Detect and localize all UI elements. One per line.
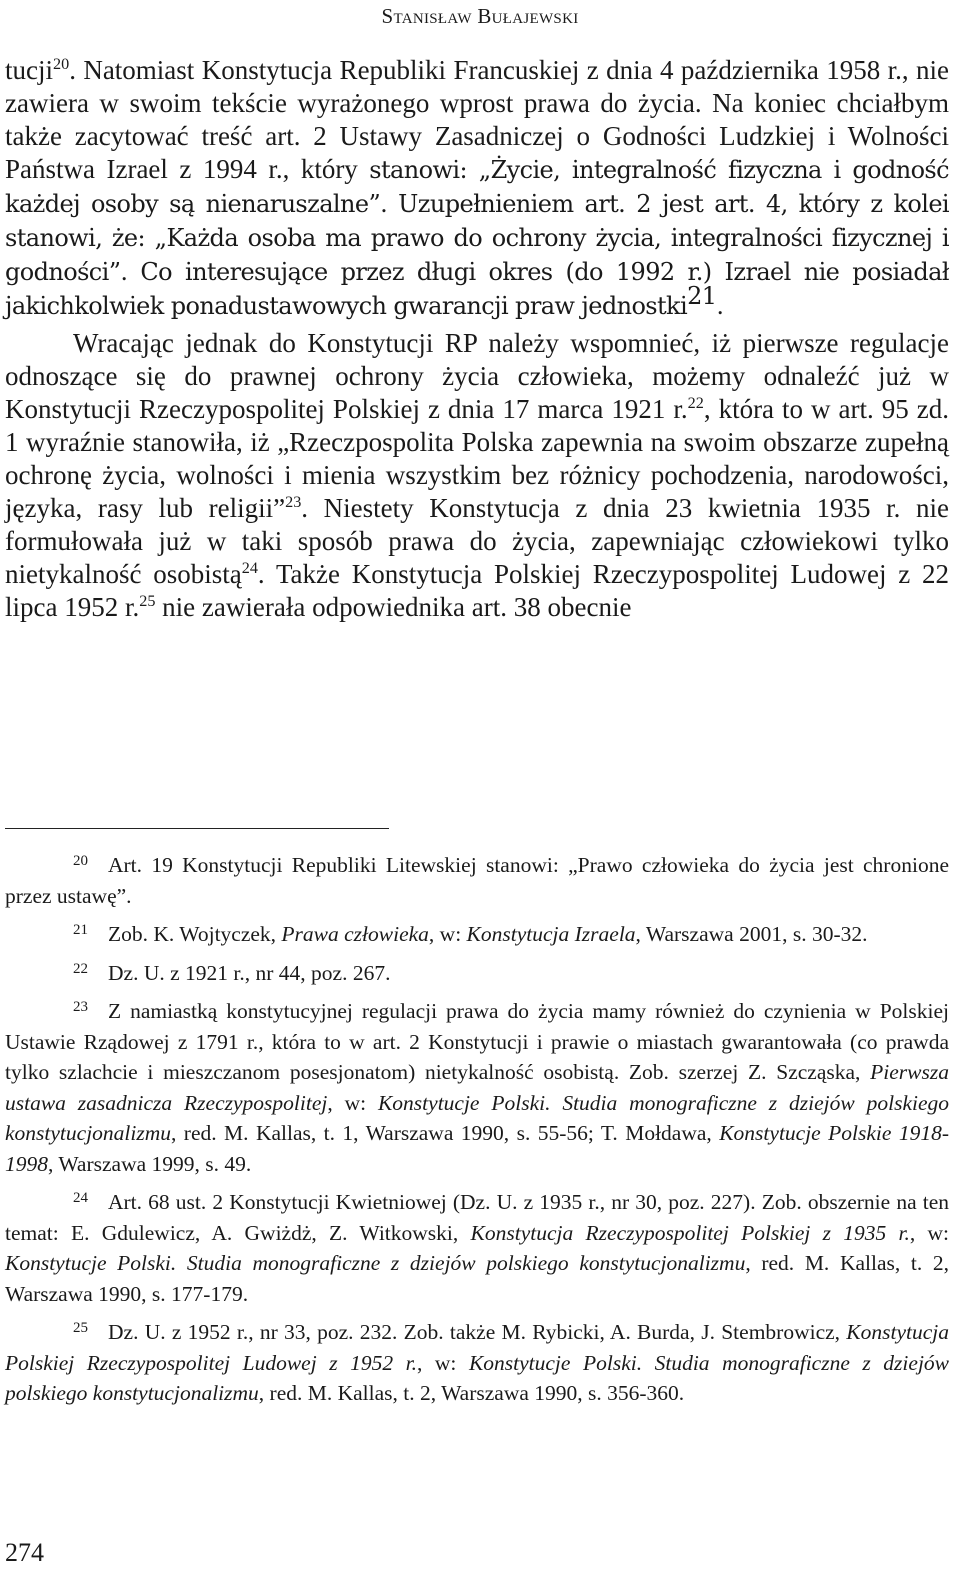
- footnote-number: 20: [73, 853, 88, 869]
- footnote-title: Konstytucja Rzeczypospolitej Polskiej z 1935 r.: [470, 1220, 910, 1245]
- footnote-25: [5, 1313, 949, 1409]
- paragraph-text: .: [716, 292, 724, 320]
- footnote-number: 25: [73, 1320, 88, 1336]
- footnote-text: Art. 19 Konstytucji Republiki Litewskiej stanowi: „Prawo człowieka do życia jest chronione przez ustawę”.: [5, 853, 949, 908]
- footnote-title: Konstytucje Polski. Studia monograficzne z dziejów polskiego konstytucjonalizmu: [5, 1090, 950, 1145]
- footnote-text: Z namiastką konstytucyjnej regulacji prawa do życia mamy również do czynienia w Polskiej Ustawie Rządowej z 1791 r., która to w art. 2 Konstytucji i prawie o miastach gwarantowała (co prawda tylko szlachcie i mieszczanom posesjonatom) nietykalność osobistą. Zob. szerzej Z. Szcząska,: [5, 999, 949, 1084]
- paragraph-text: nie zawierała odpowiednika art. 38 obecnie: [155, 592, 632, 622]
- footnote-number: 21: [73, 922, 88, 938]
- footnote-title: Konstytucja Izraela: [466, 922, 636, 946]
- footnote-ref-25[interactable]: 25: [139, 592, 156, 610]
- footnote-ref-20[interactable]: 20: [53, 55, 70, 73]
- footnote-text: Zob. K. Wojtyczek,: [108, 922, 282, 946]
- footnote-title: Konstytucja Polskiej Rzeczypospolitej Ludowej z 1952 r.: [5, 1320, 949, 1375]
- footnote-text: Dz. U. z 1921 r., nr 44, poz. 267.: [108, 960, 391, 985]
- footnote-text: , red. M. Kallas, t. 2, Warszawa 1990, s. 356-360.: [258, 1381, 685, 1405]
- footnote-text: , w:: [909, 1220, 950, 1245]
- footnote-text: , w:: [428, 922, 467, 946]
- footnote-number: 22: [73, 960, 88, 977]
- paragraph-text: , która to w art. 95 zd. 1 wyraźnie stanowiła, iż „Rzeczpospolita Polska zapewnia na swoim obszarze zupełną ochronę życia, wolności i mienia wszystkim bez różnicy pochodzenia, narodowości, języka, rasy lub religii”: [5, 394, 949, 523]
- footnote-text: , w:: [327, 1090, 378, 1115]
- footnote-number: 23: [73, 999, 88, 1015]
- footnote-number: 24: [73, 1190, 88, 1206]
- footnote-title: Prawa człowieka: [281, 922, 429, 946]
- paragraph-text: stanowi: „Życie, integralność fizyczna i godność każdej osoby są nienaruszalne”. Uzupełnieniem art. 2 jest art. 4, który z kolei stanowi, że: „Każda osoba ma prawo do ochrony życia, integralności fizycznej i godności”. Co interesujące przez długi okres (do 1992 r.) Izrael nie posiadał jakichkolwiek ponadustawowych gwarancji praw jednostki: [5, 156, 949, 320]
- paragraph-text: . Natomiast Konstytucja Republiki Francuskiej z dnia 4 października 1958 r., nie zawiera w swoim tekście wyrażonego wprost prawa do życia. Na koniec chciałbym także zacytować treść art. 2 Ustawy Zasadniczej o Godności Ludzkiej i Wolności Państwa Izrael z 1994 r., który: [5, 55, 949, 184]
- footnote-ref-24[interactable]: 24: [241, 559, 258, 577]
- footnote-21: [5, 915, 949, 950]
- footnote-text: , red. M. Kallas, t. 1, Warszawa 1990, s. 55-56; T. Mołdawa,: [171, 1121, 720, 1145]
- paragraph-text: . Także Konstytucja Polskiej Rzeczypospolitej Ludowej z 22 lipca 1952 r.: [5, 559, 949, 622]
- footnote-title: Konstytucje Polskie 1918-1998: [5, 1121, 949, 1176]
- footnote-text: , Warszawa 1999, s. 49.: [48, 1151, 252, 1176]
- footnotes: [5, 846, 949, 1413]
- footnote-ref-21[interactable]: 21: [687, 282, 717, 310]
- running-head-text: Stanisław Bułajewski: [381, 4, 579, 28]
- footnote-24: [5, 1183, 949, 1309]
- body-text: [5, 54, 949, 624]
- footnote-text: Art. 68 ust. 2 Konstytucji Kwietniowej (Dz. U. z 1935 r., nr 30, poz. 227). Zob. obszernie na ten temat: E. Gdulewicz, A. Gwiżdż, Z. Witkowski,: [5, 1190, 949, 1245]
- paragraph-text: . Niestety Konstytucja z dnia 23 kwietnia 1935 r. nie formułowała już w taki sposób prawa do życia, zapewniając człowiekowi tylko nietykalność osobistą: [5, 493, 949, 589]
- footnote-23: [5, 992, 949, 1179]
- footnote-text: , w:: [417, 1350, 469, 1375]
- footnote-text: , Warszawa 2001, s. 30-32.: [635, 922, 868, 946]
- footnote-title: Konstytucje Polski. Studia monograficzne z dziejów polskiego konstytucjonalizmu: [5, 1350, 950, 1405]
- paragraph-2: [5, 327, 949, 624]
- page-number: 274: [5, 1538, 44, 1567]
- footnote-20: [5, 846, 949, 911]
- running-head: [0, 4, 960, 29]
- footnote-title: Pierwsza ustawa zasadnicza Rzeczypospolitej: [5, 1060, 949, 1115]
- footnote-22: [5, 954, 949, 989]
- paragraph-text: tucji: [5, 55, 53, 85]
- footnote-ref-23[interactable]: 23: [285, 493, 302, 511]
- footnote-title: Konstytucje Polski. Studia monograficzne z dziejów polskiego konstytucjonalizmu: [5, 1251, 746, 1275]
- footnote-separator: [5, 828, 389, 829]
- footnote-text: Dz. U. z 1952 r., nr 33, poz. 232. Zob. także M. Rybicki, A. Burda, J. Stembrowicz,: [108, 1320, 847, 1344]
- footnote-ref-22[interactable]: 22: [687, 394, 704, 412]
- paragraph-text: Wracając jednak do Konstytucji RP należy wspomnieć, iż pierwsze regulacje odnoszące się do prawnej ochrony życia człowieka, możemy odnaleźć już w Konstytucji Rzeczypospolitej Polskiej z dnia 17 marca 1921 r.: [5, 328, 949, 424]
- footnote-text: , red. M. Kallas, t. 2, Warszawa 1990, s. 177-179.: [5, 1251, 950, 1306]
- paragraph-1: [5, 54, 949, 323]
